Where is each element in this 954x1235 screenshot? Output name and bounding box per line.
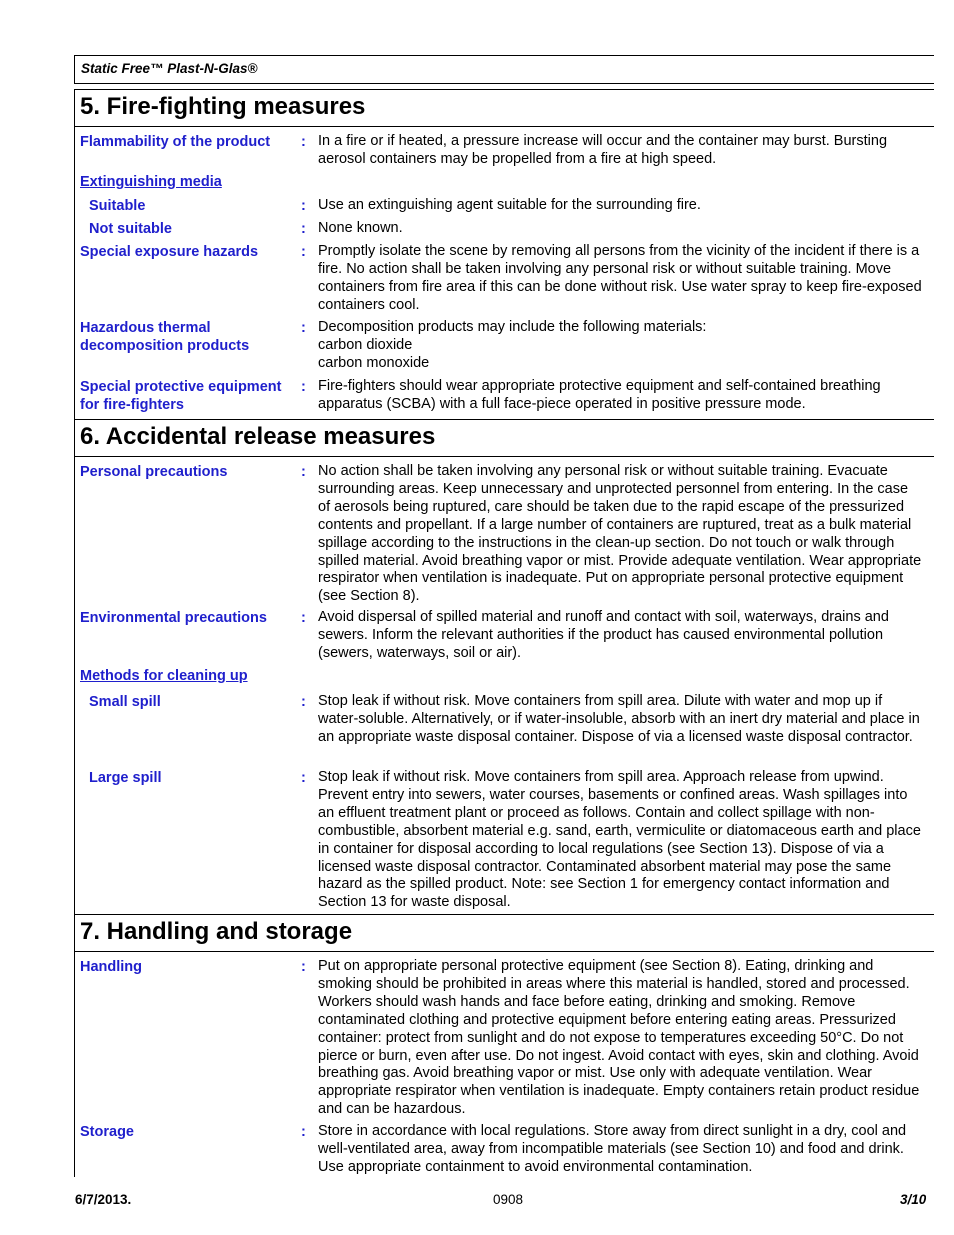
- protective-equipment-label: Special protective equipment for fire-fighters: [80, 379, 282, 413]
- environmental-precautions-text: Avoid dispersal of spilled material and runoff and contact with soil, waterways, drains and sewers. Inform the relevant authorities if the product has caused environmental pollution (sewers, waterways, soil or air).: [318, 609, 889, 661]
- storage-label: Storage: [80, 1124, 134, 1140]
- section-7-title: 7. Handling and storage: [80, 918, 353, 945]
- hazardous-decomposition-text: [318, 319, 924, 373]
- suitable-text: Use an extinguishing agent suitable for the surrounding fire.: [318, 197, 701, 213]
- product-name: Static Free™ Plast-N-Glas®: [81, 61, 258, 76]
- extinguishing-media-label: Extinguishing media: [80, 174, 222, 190]
- hazardous-intro: Decomposition products may include the following materials:: [318, 319, 707, 335]
- storage-text: Store in accordance with local regulations. Store away from direct sunlight in a dry, cool and well-ventilated area, away from incompatible materials (see Section 10) and food and drink. Use appropriate containment to avoid environmental contamination.: [318, 1123, 907, 1175]
- handling-text: Put on appropriate personal protective equipment (see Section 8). Eating, drinking and smoking should be prohibited in areas where this material is handled, stored and processed. Workers should wash hands and face before eating, drinking and smoking. Remove contaminated clothing and protective equipment before entering eating areas. Pressurized container: protect from sunlight and do not expose to temperatures exceeding 50°C. Do not pierce or burn, even after use. Do not ingest. Avoid contact with eyes, skin and clothing. Avoid breathing gas. Avoid breathing vapor or mist. Use only with adequate ventilation. Wear appropriate respirator when ventilation is inadequate. Empty containers retain product residue and can be hazardous.: [318, 958, 920, 1118]
- personal-precautions-label: Personal precautions: [80, 464, 228, 480]
- hazardous-decomposition-label: Hazardous thermal decomposition products: [80, 320, 250, 354]
- section-5-title: 5. Fire-fighting measures: [80, 93, 366, 120]
- special-exposure-text: Promptly isolate the scene by removing all persons from the vicinity of the incident if there is a fire. No action shall be taken involving any personal risk or without suitable training. Move containers from fire area if this can be done without risk. Use water spray to keep fire-exposed containers cool.: [318, 243, 922, 313]
- not-suitable-label: Not suitable: [89, 221, 172, 237]
- footer-date: 6/7/2013.: [75, 1192, 132, 1207]
- small-spill-label: Small spill: [89, 694, 161, 710]
- environmental-precautions-label: Environmental precautions: [80, 610, 267, 626]
- section-6-left-rule: [74, 457, 75, 914]
- not-suitable-text: None known.: [318, 220, 403, 236]
- large-spill-label: Large spill: [89, 770, 162, 786]
- hazardous-item: carbon dioxide: [318, 336, 413, 353]
- flammability-label: Flammability of the product: [80, 134, 271, 150]
- section-7-left-rule: [74, 952, 75, 1177]
- section-7-header: [74, 914, 934, 952]
- footer-page-number: 3/10: [900, 1192, 926, 1207]
- protective-equipment-text: Fire-fighters should wear appropriate protective equipment and self-contained breathing apparatus (SCBA) with a full face-piece operated in positive pressure mode.: [318, 378, 881, 412]
- methods-cleaning-label: Methods for cleaning up: [80, 668, 248, 684]
- large-spill-text: Stop leak if without risk. Move containers from spill area. Approach release from upwind. Prevent entry into sewers, water courses, basements or confined areas. Wash spillages into an effluent treatment plant or proceed as follows. Contain and collect spillage with non-combustible, absorbent material e.g. sand, earth, vermiculite or diatomaceous earth and place in container for disposal according to local regulations (see Section 13). Dispose of via a licensed waste disposal contractor. Contaminated absorbent material may pose the same hazard as the spilled product. Note: see Section 1 for emergency contact information and Section 13 for waste disposal.: [318, 769, 921, 911]
- section-5-left-rule: [74, 127, 75, 419]
- hazardous-item: carbon monoxide: [318, 354, 430, 371]
- flammability-text: In a fire or if heated, a pressure increase will occur and the container may burst. Bursting aerosol containers may be propelled from a fire at high speed.: [318, 133, 888, 167]
- suitable-label: Suitable: [89, 198, 146, 214]
- footer-code: 0908: [493, 1192, 524, 1207]
- handling-label: Handling: [80, 959, 143, 975]
- section-6-header: [74, 419, 934, 457]
- small-spill-text: Stop leak if without risk. Move containers from spill area. Dilute with water and mop up if water-soluble. Alternatively, or if water-insoluble, absorb with an inert dry material and place in an appropriate waste disposal container. Dispose of via a licensed waste disposal contractor.: [318, 693, 920, 745]
- section-5-header: [74, 89, 934, 127]
- personal-precautions-text: No action shall be taken involving any personal risk or without suitable training. Evacuate surrounding areas. Keep unnecessary and unprotected personnel from entering. In the case of aerosols being ruptured, care should be taken due to the rapid escape of the pressurized contents and propellant. If a large number of containers are ruptured, treat as a bulk material spillage according to the instructions in the clean-up section. Do not touch or walk through spilled material. Avoid breathing vapor or mist. Provide adequate ventilation. Wear appropriate respirator when ventilation is inadequate. Put on appropriate personal protective equipment (see Section 8).: [318, 463, 922, 605]
- section-6-title: 6. Accidental release measures: [80, 423, 436, 450]
- special-exposure-label: Special exposure hazards: [80, 244, 259, 260]
- document-header: [74, 55, 934, 84]
